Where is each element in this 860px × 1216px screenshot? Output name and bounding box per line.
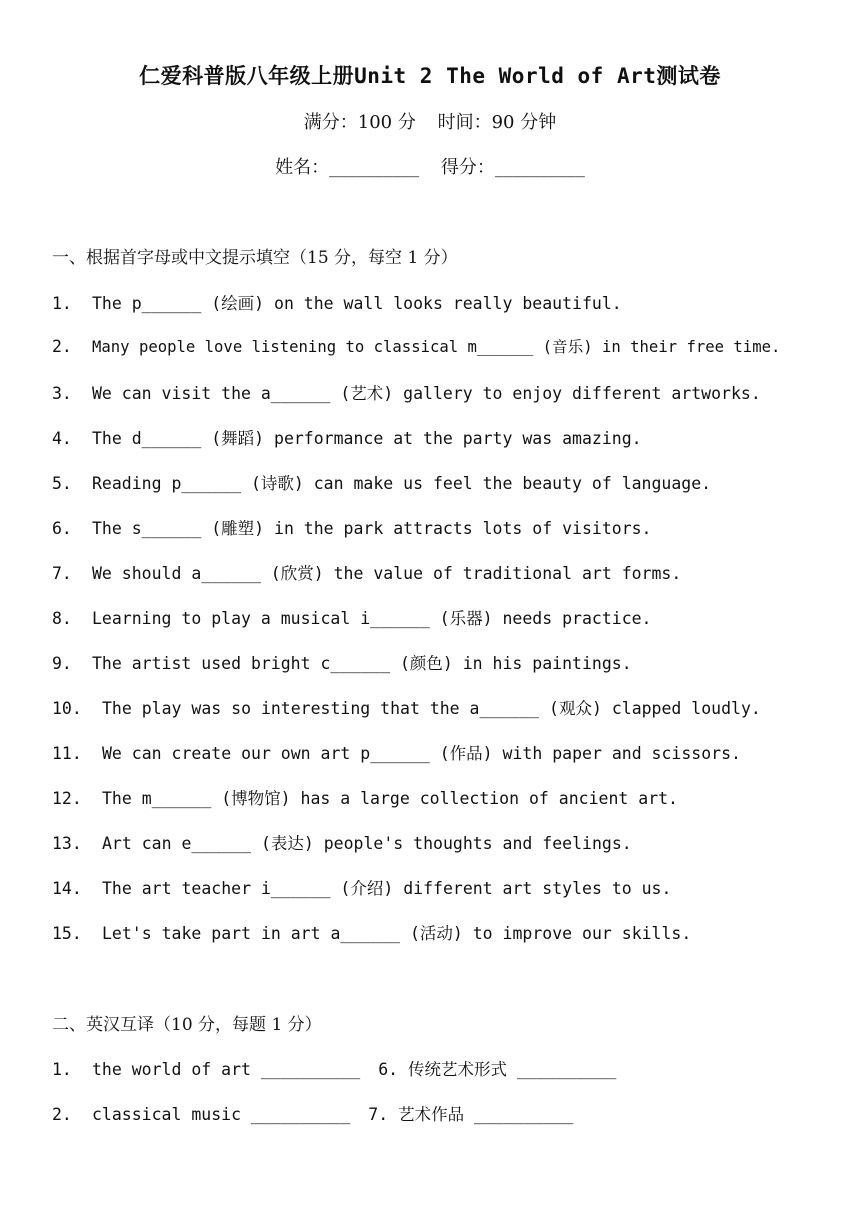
item-left: classical music __________ [92,1105,351,1124]
question-number: 11. [52,744,82,763]
question-number: 8. [52,609,72,628]
section-2-heading: 二、英汉互译（10 分，每题 1 分） [52,1015,322,1035]
full-score-label: 满分：100 分 [303,112,416,133]
question-text: We should a______ (欣赏) the value of traditional art forms. [92,564,682,583]
time-label: 时间：90 分钟 [437,112,557,133]
item-number-left: 2. [52,1105,72,1124]
question-row [52,920,691,944]
question-row [52,650,632,674]
question-text: Many people love listening to classical m______ (音乐) in their free time. [92,338,781,356]
item-left: the world of art __________ [92,1060,361,1079]
question-number: 4. [52,429,72,448]
question-row [52,830,632,854]
question-number: 10. [52,699,82,718]
question-number: 5. [52,474,72,493]
question-number: 13. [52,834,82,853]
item-number-right: 7. [368,1105,389,1124]
page-title: 仁爱科普版八年级上册Unit 2 The World of Art测试卷 [139,64,721,88]
question-text: The d______ (舞蹈) performance at the party was amazing. [92,429,642,448]
question-row [52,380,761,404]
question-text: The s______ (雕塑) in the park attracts lots of visitors. [92,519,652,538]
question-row [52,470,711,494]
question-row [52,425,642,449]
score-field: 得分：__________ [440,157,585,178]
question-text: We can create our own art p______ (作品) with paper and scissors. [102,744,741,763]
translation-row [52,1056,616,1080]
question-text: Reading p______ (诗歌) can make us feel the beauty of language. [92,474,712,493]
question-number: 14. [52,879,82,898]
item-right: 艺术作品 __________ [398,1105,574,1124]
question-number: 3. [52,384,72,403]
question-row [52,560,681,584]
name-score-fields [0,153,860,179]
item-right: 传统艺术形式 __________ [408,1060,617,1079]
question-row [52,785,678,809]
section-1-heading: 一、根据首字母或中文提示填空（15 分，每空 1 分） [52,248,458,268]
score-time-info [0,108,860,134]
question-number: 2. [52,337,72,356]
question-number: 1. [52,294,72,313]
question-text: The artist used bright c______ (颜色) in his paintings. [92,654,632,673]
item-number-right: 6. [378,1060,399,1079]
question-number: 9. [52,654,72,673]
question-number: 6. [52,519,72,538]
question-text: The m______ (博物馆) has a large collection of ancient art. [102,789,678,808]
question-text: Art can e______ (表达) people's thoughts and feelings. [102,834,632,853]
question-text: We can visit the a______ (艺术) gallery to enjoy different artworks. [92,384,761,403]
question-text: Let's take part in art a______ (活动) to improve our skills. [102,924,692,943]
translation-row [52,1101,573,1125]
question-text: The art teacher i______ (介绍) different art styles to us. [102,879,672,898]
question-number: 12. [52,789,82,808]
question-row [52,515,652,539]
question-row [52,875,671,899]
question-row [52,740,741,764]
question-row [52,290,622,314]
name-field: 姓名：__________ [275,157,420,178]
question-number: 15. [52,924,82,943]
item-number-left: 1. [52,1060,72,1079]
question-text: Learning to play a musical i______ (乐器) needs practice. [92,609,652,628]
question-row [52,605,652,629]
question-row [52,695,761,719]
question-row [52,335,780,357]
question-number: 7. [52,564,72,583]
question-text: The p______ (绘画) on the wall looks really beautiful. [92,294,622,313]
question-text: The play was so interesting that the a______ (观众) clapped loudly. [102,699,761,718]
